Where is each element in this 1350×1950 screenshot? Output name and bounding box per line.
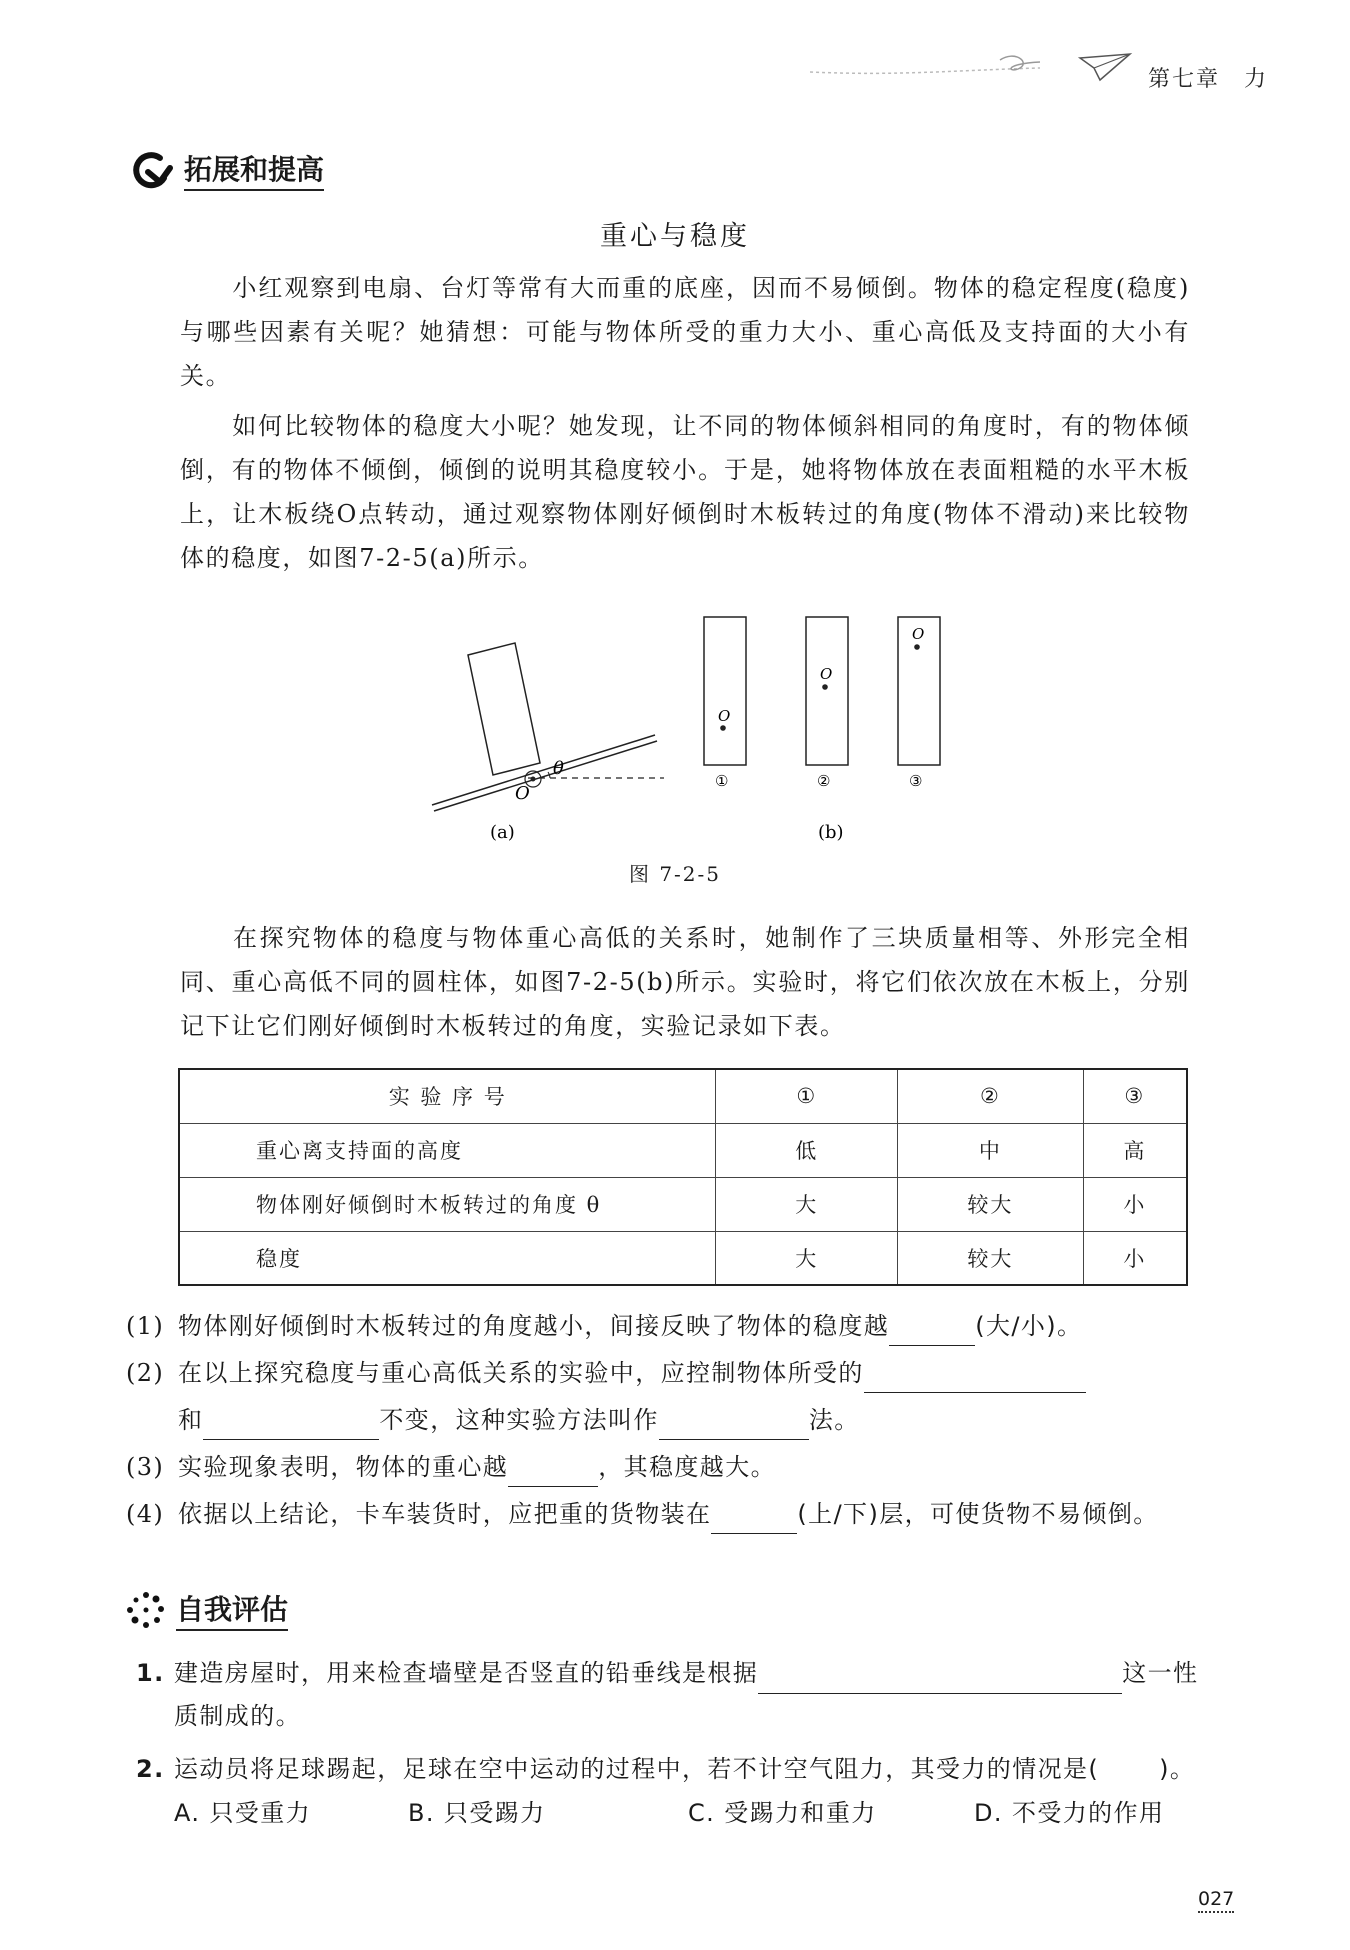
table-cell: 高 (1083, 1123, 1187, 1177)
option-a[interactable]: A. 只受重力 (174, 1799, 312, 1827)
exercise-text: 质制成的。 (174, 1702, 301, 1730)
exercise-1 (136, 1652, 1198, 1694)
figure-b-cylinders (704, 617, 940, 843)
figure-a-board (432, 643, 664, 843)
paragraph-text: 小红观察到电扇、台灯等常有大而重的底座，因而不易倾倒。物体的稳定程度(稳度)与哪些因素有关呢？她猜想：可能与物体所受的重力大小、重心高低及支持面的大小有关。 (180, 274, 1190, 390)
table-row (179, 1177, 1187, 1231)
answer-blank[interactable] (659, 1412, 809, 1440)
table-header-cell: ② (898, 1069, 1084, 1123)
question-number: (1) (126, 1312, 165, 1340)
dots-cluster-icon (124, 1590, 168, 1630)
table-header-cell: ③ (1083, 1069, 1187, 1123)
cylinder-1 (704, 617, 746, 765)
section-title: 拓展和提高 (184, 148, 324, 191)
exercise-text: )。 (1159, 1755, 1196, 1783)
figure-caption: 图 7-2-5 (628, 862, 722, 886)
figure-pivot-label: O (515, 783, 530, 804)
question-text: 实验现象表明，物体的重心越 (178, 1453, 509, 1481)
answer-blank[interactable] (508, 1459, 598, 1487)
question-number: (2) (126, 1359, 165, 1387)
question-text: 在以上探究稳度与重心高低关系的实验中，应控制物体所受的 (178, 1359, 864, 1387)
table-cell: 低 (716, 1123, 898, 1177)
rotate-arrow-icon (130, 150, 174, 190)
exercise-2 (136, 1748, 1195, 1790)
question-text: ，其稳度越大。 (598, 1453, 777, 1481)
cylinder-number: ② (817, 772, 831, 790)
option-c[interactable]: C. 受踢力和重力 (688, 1799, 877, 1827)
table-cell: 稳度 (179, 1231, 716, 1285)
section-heading-extension (130, 148, 324, 191)
question-text: (上/下)层，可使货物不易倾倒。 (797, 1500, 1159, 1528)
table-cell: 重心离支持面的高度 (179, 1123, 716, 1177)
figure-angle-label: θ (553, 758, 564, 779)
answer-blank[interactable] (864, 1365, 1086, 1393)
exercise-text: 运动员将足球踢起，足球在空中运动的过程中，若不计空气阻力，其受力的情况是( (174, 1755, 1100, 1783)
cylinder-center-label: O (718, 707, 731, 725)
question-text: 依据以上结论，卡车装货时，应把重的货物装在 (178, 1500, 712, 1528)
answer-blank[interactable] (711, 1506, 797, 1534)
option-d[interactable]: D. 不受力的作用 (974, 1799, 1165, 1827)
question-3 (126, 1447, 776, 1487)
exercise-text: 建造房屋时，用来检查墙壁是否竖直的铅垂线是根据 (174, 1659, 759, 1687)
cylinder-center-label: O (912, 625, 925, 643)
table-header-cell: ① (716, 1069, 898, 1123)
question-2-continued (178, 1400, 860, 1440)
paragraph-text: 如何比较物体的稳度大小呢？她发现，让不同的物体倾斜相同的角度时，有的物体倾倒，有的物体不倾倒，倾倒的说明其稳度较小。于是，她将物体放在表面粗糙的水平木板上，让木板绕O点转动，通过观察物体刚好倾倒时木板转过的角度(物体不滑动)来比较物体的稳度，如图7-2-5(a)所示。 (180, 412, 1190, 572)
answer-blank[interactable] (889, 1318, 975, 1346)
question-text: 法。 (808, 1406, 860, 1434)
figure-7-2-5 (420, 600, 960, 850)
table-row (179, 1231, 1187, 1285)
table-cell: 大 (716, 1177, 898, 1231)
question-text: 不变，这种实验方法叫作 (379, 1406, 659, 1434)
exercise-number: 2. (136, 1755, 165, 1783)
exercise-number: 1. (136, 1659, 165, 1687)
article-title: 重心与稳度 (600, 221, 750, 252)
table-cell: 较大 (898, 1177, 1084, 1231)
paragraph-text: 在探究物体的稳度与物体重心高低的关系时，她制作了三块质量相等、外形完全相同、重心高低不同的圆柱体，如图7-2-5(b)所示。实验时，将它们依次放在木板上，分别记下让它们刚好倾倒时木板转过的角度，实验记录如下表。 (180, 924, 1190, 1040)
cylinder-number: ① (715, 772, 729, 790)
section-heading-self-assessment (124, 1588, 288, 1631)
paragraph (180, 404, 1190, 580)
question-text: (大/小)。 (975, 1312, 1083, 1340)
cylinder-center-label: O (820, 665, 833, 683)
exercise-1-continued (174, 1695, 301, 1737)
question-number: (4) (126, 1500, 165, 1528)
answer-blank[interactable] (203, 1412, 379, 1440)
experiment-table (178, 1068, 1188, 1286)
figure-label-a: (a) (490, 822, 515, 843)
question-2 (126, 1353, 1086, 1393)
table-cell: 小 (1083, 1177, 1187, 1231)
question-text: 和 (178, 1406, 204, 1434)
page-number: 027 (1198, 1888, 1234, 1913)
table-cell: 中 (898, 1123, 1084, 1177)
table-header-row (179, 1069, 1187, 1123)
cylinder-2 (806, 617, 848, 765)
section-title: 自我评估 (176, 1588, 288, 1631)
table-row (179, 1123, 1187, 1177)
chapter-title: 第七章 力 (1148, 67, 1269, 92)
paragraph (180, 266, 1190, 398)
cylinder-number: ③ (909, 772, 923, 790)
question-number: (3) (126, 1453, 165, 1481)
paragraph (180, 916, 1190, 1048)
question-text: 物体刚好倾倒时木板转过的角度越小，间接反映了物体的稳度越 (178, 1312, 890, 1340)
answer-blank[interactable] (758, 1666, 1122, 1694)
table-cell: 较大 (898, 1231, 1084, 1285)
exercise-text: 这一性 (1122, 1659, 1199, 1687)
question-4 (126, 1494, 1159, 1534)
option-b[interactable]: B. 只受踢力 (408, 1799, 546, 1827)
table-header-cell: 实 验 序 号 (179, 1069, 716, 1123)
table-cell: 小 (1083, 1231, 1187, 1285)
table-cell: 大 (716, 1231, 898, 1285)
question-1 (126, 1306, 1082, 1346)
figure-label-b: (b) (818, 822, 844, 843)
table-cell: 物体刚好倾倒时木板转过的角度 θ (179, 1177, 716, 1231)
